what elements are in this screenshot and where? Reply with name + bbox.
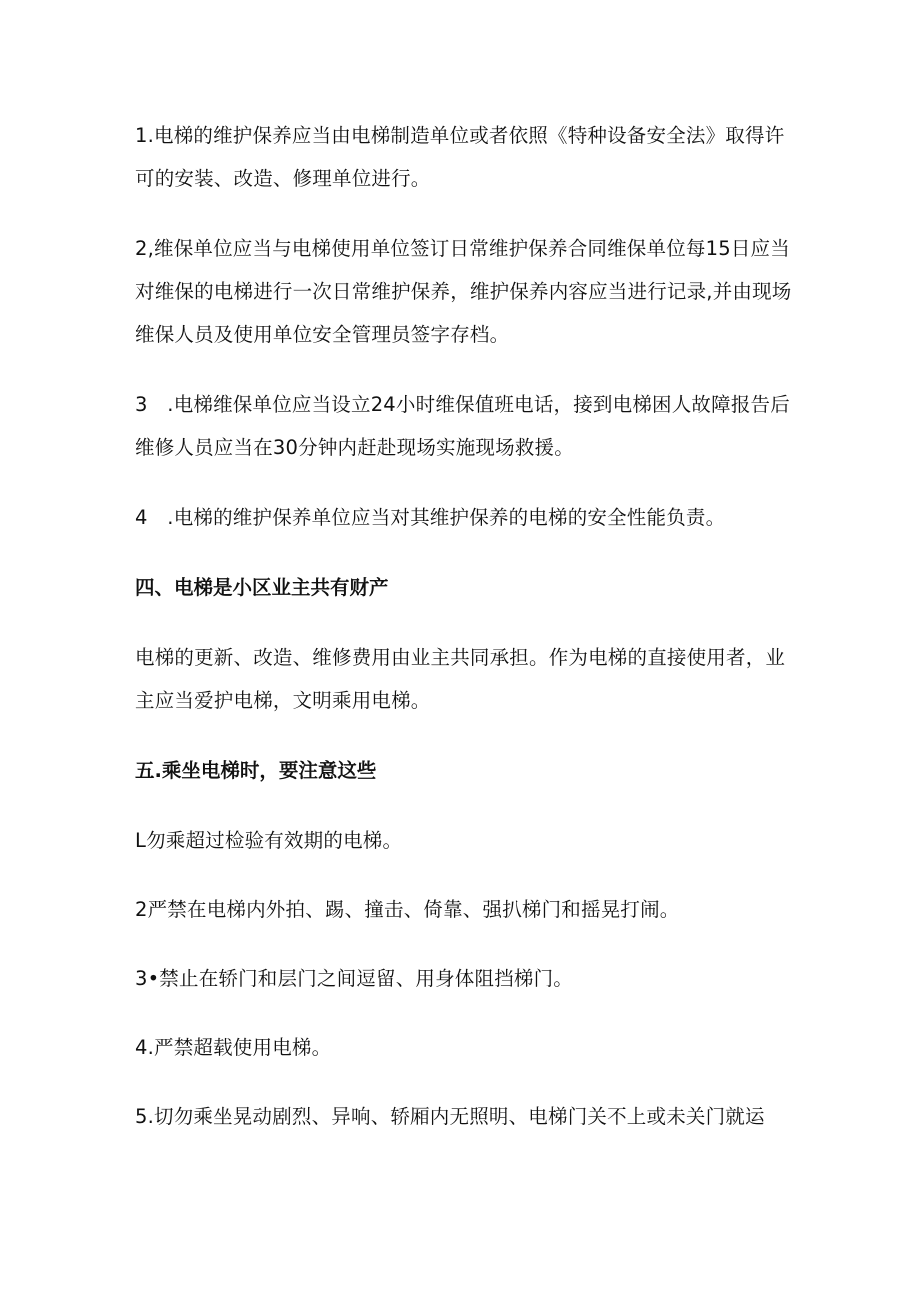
paragraph-safety-responsibility: 4 .电梯的维护保养单位应当对其维护保养的电梯的安全性能负责。 xyxy=(135,506,726,529)
paragraph-maintenance-entity: 1.电梯的维护保养应当由电梯制造单位或者依照《特种设备安全法》取得许可的安装、改造、修理单位进行。 xyxy=(135,124,785,190)
rule-item-3: 3•禁止在轿门和层门之间逗留、用身体阻挡梯门。 xyxy=(135,967,574,990)
rule-item-1: L勿乘超过检验有效期的电梯。 xyxy=(135,829,403,852)
section-heading-4: 四、电梯是小区业主共有财产 xyxy=(135,576,389,599)
paragraph-owner-property: 电梯的更新、改造、维修费用由业主共同承担。作为电梯的直接使用者，业主应当爱护电梯，文明乘用电梯。 xyxy=(135,646,786,712)
rule-item-2: 2严禁在电梯内外拍、踢、撞击、倚靠、强扒梯门和摇晃打闹。 xyxy=(135,898,680,921)
document-body xyxy=(135,114,795,1164)
paragraph-maintenance-contract: 2,维保单位应当与电梯使用单位签订日常维护保养合同维保单位每15日应当对维保的电梯进行一次日常维护保养，维护保养内容应当进行记录,并由现场维保人员及使用单位安全管理员签字存档。 xyxy=(135,237,792,346)
section-heading-5: 五.乘坐电梯时，要注意这些 xyxy=(135,759,377,782)
rule-item-5: 5.切勿乘坐晃动剧烈、异响、轿厢内无照明、电梯门关不上或未关门就运 xyxy=(135,1105,765,1128)
rule-item-4: 4.严禁超载使用电梯。 xyxy=(135,1036,332,1059)
paragraph-duty-phone: 3 .电梯维保单位应当设立24小时维保值班电话，接到电梯困人故障报告后维修人员应当在30分钟内赶赴现场实施现场救援。 xyxy=(135,393,790,459)
